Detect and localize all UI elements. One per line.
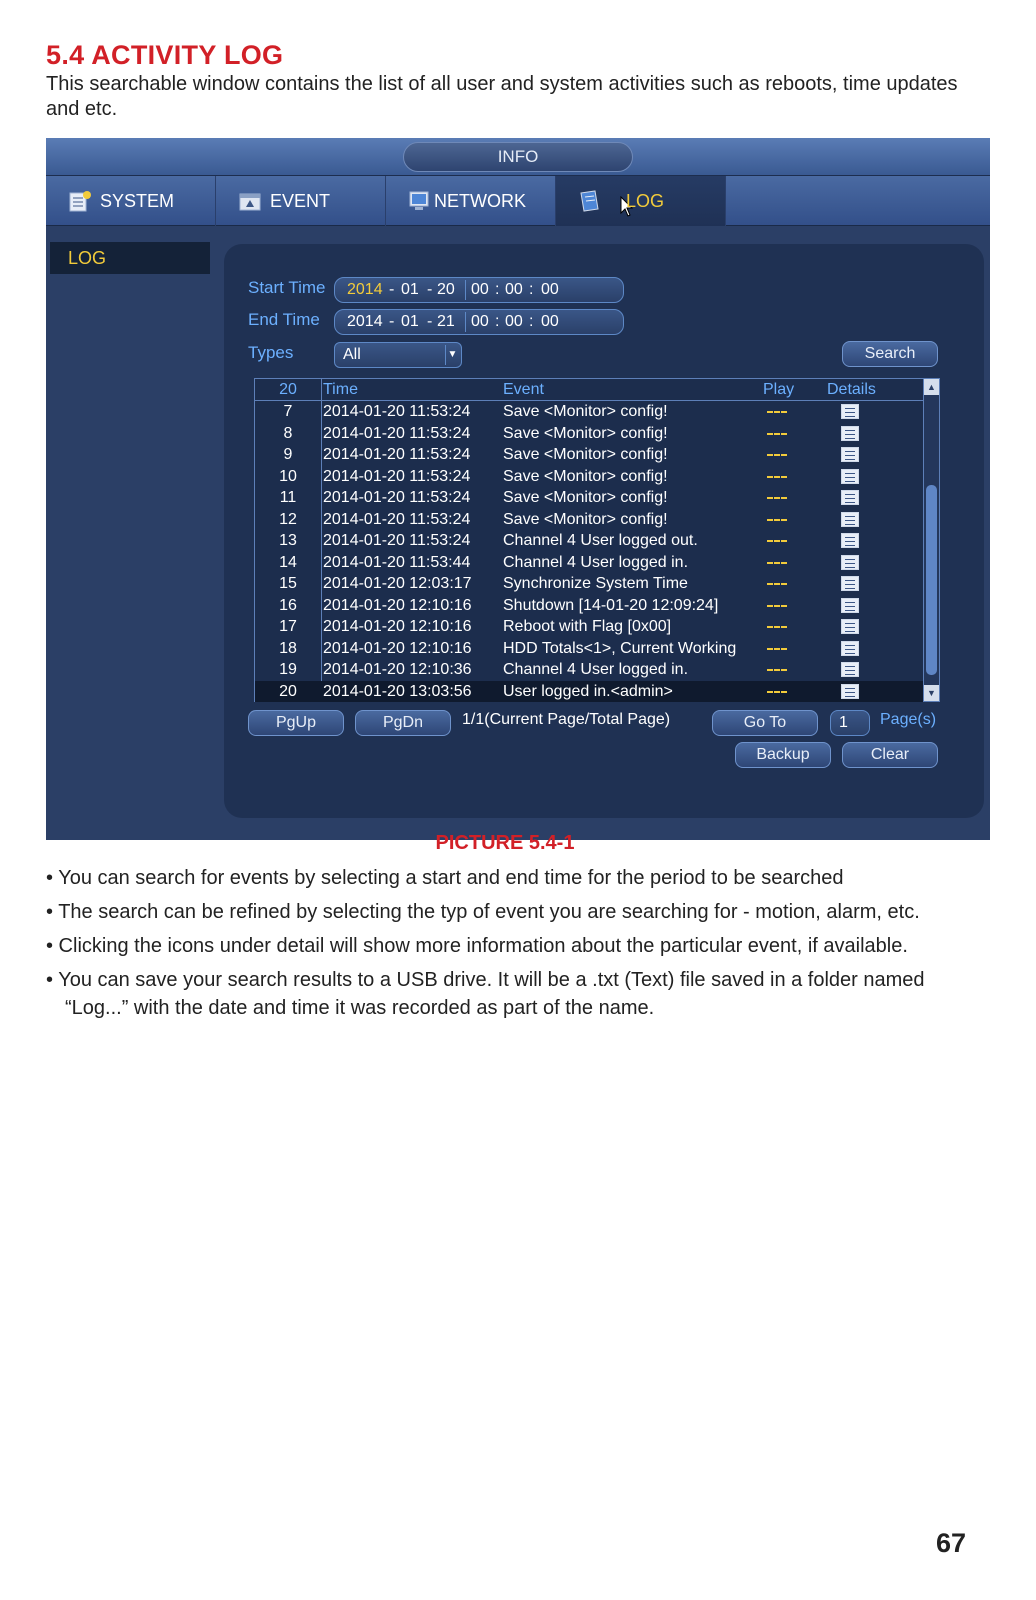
- row-event: Shutdown [14-01-20 12:09:24]: [503, 596, 719, 614]
- play-placeholder: [767, 626, 787, 629]
- table-row[interactable]: [255, 509, 923, 531]
- details-icon[interactable]: [841, 576, 859, 591]
- tab-event-label: EVENT: [270, 191, 331, 211]
- play-placeholder: [767, 648, 787, 651]
- start-hour[interactable]: 00: [471, 281, 489, 298]
- row-time: 2014-01-20 12:10:16: [323, 596, 472, 614]
- end-time-label: End Time: [248, 310, 320, 329]
- row-number: 16: [279, 596, 297, 614]
- play-placeholder: [767, 605, 787, 608]
- tab-bar: [46, 176, 990, 226]
- play-placeholder: [767, 583, 787, 586]
- row-event: Channel 4 User logged out.: [503, 532, 698, 549]
- tab-network-label: NETWORK: [434, 191, 526, 211]
- row-time: 2014-01-20 11:53:24: [323, 403, 471, 420]
- row-event: Save <Monitor> config!: [503, 403, 668, 420]
- intro-paragraph: This searchable window contains the list of all user and system activities such as reboots, time updates and etc.: [46, 73, 958, 120]
- search-button[interactable]: Search: [842, 341, 938, 367]
- play-placeholder: [767, 691, 787, 694]
- row-number: 8: [283, 424, 293, 442]
- row-number: 10: [279, 467, 297, 485]
- goto-page-value: 1: [839, 714, 848, 731]
- details-icon[interactable]: [841, 598, 859, 613]
- table-row[interactable]: [255, 530, 923, 552]
- table-row[interactable]: [255, 681, 923, 703]
- row-time: 2014-01-20 12:10:16: [323, 639, 472, 657]
- table-row[interactable]: [255, 595, 923, 617]
- row-number: 7: [283, 403, 293, 420]
- sidebar-item-log[interactable]: LOG: [50, 242, 210, 274]
- table-row[interactable]: [255, 552, 923, 574]
- row-time: 2014-01-20 11:53:24: [323, 467, 471, 485]
- details-icon[interactable]: [841, 512, 859, 527]
- row-number: 14: [279, 553, 297, 571]
- header-details: Details: [827, 381, 876, 398]
- details-icon[interactable]: [841, 447, 859, 462]
- row-event: Save <Monitor> config!: [503, 489, 668, 506]
- row-event: Reboot with Flag [0x00]: [503, 618, 672, 635]
- start-time-field[interactable]: 2014 - 01 - 20 00 : 00 : 00: [334, 277, 624, 303]
- row-time: 2014-01-20 12:03:17: [323, 575, 472, 592]
- clear-button[interactable]: Clear: [842, 742, 938, 768]
- end-hour[interactable]: 00: [471, 313, 489, 330]
- backup-button[interactable]: Backup: [735, 742, 831, 768]
- system-icon: [68, 190, 92, 212]
- event-icon: [238, 190, 262, 212]
- end-second[interactable]: 00: [541, 313, 559, 330]
- play-placeholder: [767, 540, 787, 543]
- row-time: 2014-01-20 12:10:36: [323, 661, 472, 678]
- details-icon[interactable]: [841, 555, 859, 570]
- table-header: [255, 379, 923, 401]
- tab-system-label: SYSTEM: [100, 191, 175, 211]
- row-event: HDD Totals<1>, Current Working: [503, 639, 737, 657]
- bullet-item: • The search can be refined by selecting the typ of event you are searching for - motion, alarm, etc.: [46, 901, 920, 923]
- details-icon[interactable]: [841, 662, 859, 677]
- table-row[interactable]: [255, 401, 923, 423]
- start-second[interactable]: 00: [541, 281, 559, 298]
- header-time: Time: [323, 381, 358, 398]
- row-event: Synchronize System Time: [503, 575, 688, 592]
- bullet-list: [46, 864, 996, 1028]
- scroll-thumb[interactable]: [926, 485, 937, 675]
- play-placeholder: [767, 454, 787, 457]
- scroll-up-icon[interactable]: ▲: [924, 379, 939, 395]
- tab-network[interactable]: [386, 176, 556, 226]
- page-number: 67: [936, 1528, 967, 1558]
- table-row[interactable]: [255, 444, 923, 466]
- row-event: Save <Monitor> config!: [503, 424, 668, 442]
- pgup-button[interactable]: PgUp: [248, 710, 344, 736]
- play-placeholder: [767, 476, 787, 479]
- end-minute[interactable]: 00: [505, 313, 523, 330]
- table-row[interactable]: [255, 487, 923, 509]
- log-table: [254, 378, 940, 702]
- table-row[interactable]: [255, 638, 923, 660]
- details-icon[interactable]: [841, 404, 859, 419]
- details-icon[interactable]: [841, 684, 859, 699]
- row-event: Save <Monitor> config!: [503, 467, 668, 485]
- end-day[interactable]: 21: [437, 313, 455, 330]
- row-number: 13: [279, 532, 297, 549]
- tab-event[interactable]: [216, 176, 386, 226]
- table-row[interactable]: [255, 573, 923, 595]
- row-time: 2014-01-20 13:03:56: [323, 682, 472, 700]
- row-number: 15: [279, 575, 297, 592]
- play-placeholder: [767, 562, 787, 565]
- window-title: INFO: [403, 142, 633, 172]
- header-event: Event: [503, 381, 544, 398]
- end-month[interactable]: 01: [401, 313, 419, 330]
- start-time-label: Start Time: [248, 278, 326, 297]
- page-info: 1/1(Current Page/Total Page): [462, 711, 671, 728]
- network-icon: [408, 190, 432, 212]
- bullet-item: • You can save your search results to a USB drive. It will be a .txt (Text) file saved in a folder named: [46, 969, 925, 991]
- play-placeholder: [767, 497, 787, 500]
- pgdn-button[interactable]: PgDn: [355, 710, 451, 736]
- row-time: 2014-01-20 12:10:16: [323, 618, 472, 635]
- goto-button[interactable]: Go To: [712, 710, 818, 736]
- bullet-item-continuation: “Log...” with the date and time it was recorded as part of the name.: [65, 997, 655, 1019]
- header-play: Play: [763, 381, 795, 398]
- table-scrollbar[interactable]: [923, 379, 939, 701]
- row-event: Channel 4 User logged in.: [503, 553, 689, 571]
- row-number: 20: [279, 682, 297, 700]
- start-day[interactable]: 20: [437, 281, 455, 298]
- types-label: Types: [248, 343, 294, 362]
- tab-system[interactable]: [46, 176, 216, 226]
- tab-log[interactable]: [556, 176, 726, 226]
- row-event: User logged in.<admin>: [503, 682, 673, 700]
- details-icon[interactable]: [841, 533, 859, 548]
- details-icon[interactable]: [841, 469, 859, 484]
- details-icon[interactable]: [841, 426, 859, 441]
- row-number: 11: [279, 489, 297, 506]
- start-month[interactable]: 01: [401, 281, 419, 298]
- row-time: 2014-01-20 11:53:24: [323, 489, 471, 506]
- row-time: 2014-01-20 11:53:24: [323, 424, 471, 442]
- bullet-item: • You can search for events by selecting a start and end time for the period to be searched: [46, 867, 844, 889]
- row-event: Save <Monitor> config!: [503, 510, 668, 528]
- table-row[interactable]: [255, 616, 923, 638]
- bullet-item: • Clicking the icons under detail will show more information about the particular event, if available.: [46, 935, 908, 957]
- details-icon[interactable]: [841, 490, 859, 505]
- section-heading: 5.4 ACTIVITY LOG: [46, 40, 284, 70]
- end-year[interactable]: 2014: [347, 313, 383, 330]
- row-number: 19: [279, 661, 297, 678]
- window-titlebar: [46, 138, 990, 176]
- row-number: 17: [279, 618, 297, 635]
- play-placeholder: [767, 411, 787, 414]
- scroll-down-icon[interactable]: ▼: [924, 685, 939, 701]
- types-select[interactable]: [334, 342, 462, 368]
- figure-caption: PICTURE 5.4-1: [435, 832, 575, 854]
- row-event: Channel 4 User logged in.: [503, 661, 689, 678]
- details-icon[interactable]: [841, 619, 859, 634]
- row-number: 12: [279, 510, 297, 528]
- chevron-down-icon[interactable]: ▼: [445, 345, 459, 365]
- row-time: 2014-01-20 11:53:24: [323, 510, 471, 528]
- dvr-screenshot: [46, 138, 990, 840]
- tab-log-label: LOG: [626, 191, 665, 211]
- log-icon: [578, 190, 602, 212]
- types-value: All: [343, 346, 361, 363]
- pages-label: Page(s): [880, 711, 937, 728]
- play-placeholder: [767, 669, 787, 672]
- details-icon[interactable]: [841, 641, 859, 656]
- table-row[interactable]: [255, 466, 923, 488]
- play-placeholder: [767, 519, 787, 522]
- end-time-field[interactable]: 2014 - 01 - 21 00 : 00 : 00: [334, 309, 624, 335]
- row-number: 18: [279, 639, 297, 657]
- table-row[interactable]: [255, 423, 923, 445]
- row-number: 9: [283, 446, 293, 463]
- play-placeholder: [767, 433, 787, 436]
- row-time: 2014-01-20 11:53:24: [323, 532, 471, 549]
- goto-page-input[interactable]: [830, 710, 870, 736]
- row-time: 2014-01-20 11:53:44: [323, 553, 471, 571]
- row-event: Save <Monitor> config!: [503, 446, 668, 463]
- header-count: 20: [279, 381, 297, 398]
- row-time: 2014-01-20 11:53:24: [323, 446, 471, 463]
- start-minute[interactable]: 00: [505, 281, 523, 298]
- start-year[interactable]: 2014: [347, 281, 383, 298]
- table-row[interactable]: [255, 659, 923, 681]
